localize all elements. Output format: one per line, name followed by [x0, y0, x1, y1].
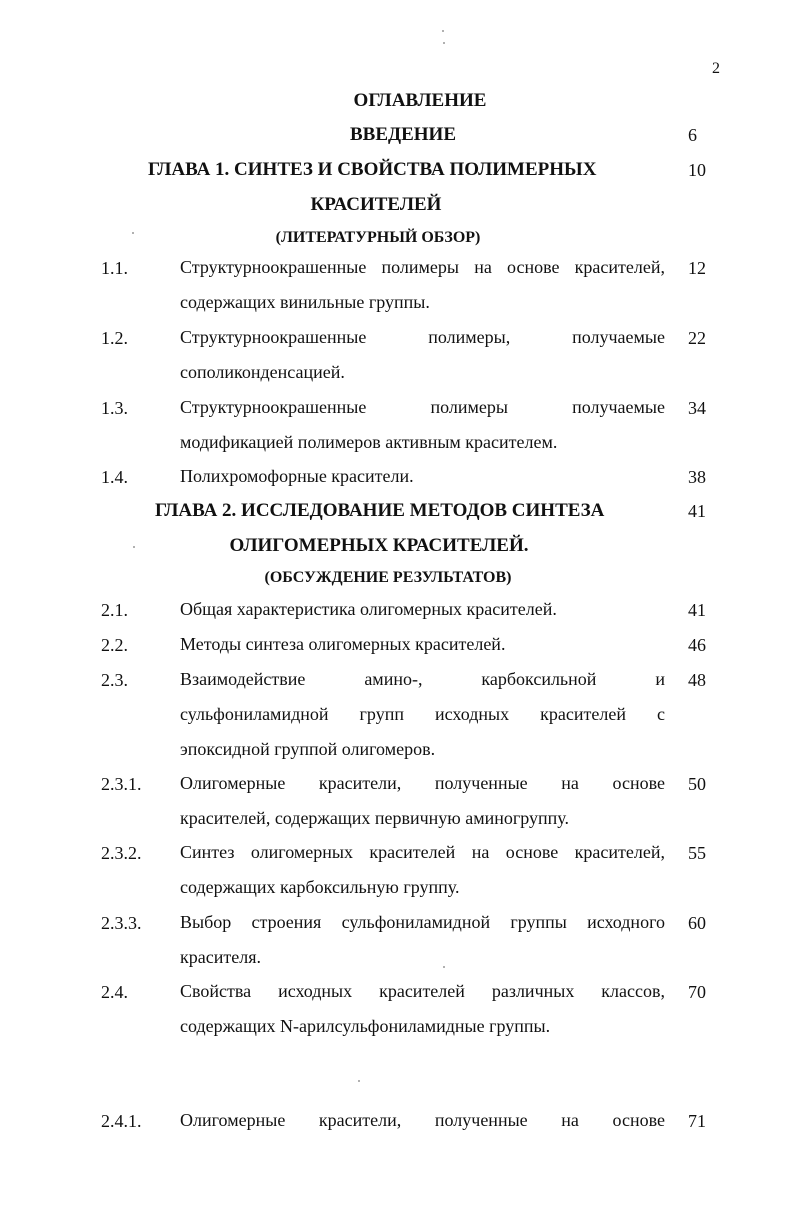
- section-number-2-3-3: 2.3.3.: [101, 913, 142, 933]
- chapter1-page: 10: [688, 160, 706, 180]
- scan-speck: [443, 966, 445, 968]
- section-title-2-3-3: Выбор строения сульфониламидной группы исходного красителя.: [180, 912, 665, 967]
- section-number-1-3: 1.3.: [101, 398, 128, 418]
- chapter2-subtitle: (ОБСУЖДЕНИЕ РЕЗУЛЬТАТОВ): [264, 569, 512, 586]
- section-page-2-4: 70: [688, 982, 706, 1002]
- section-number-2-3-2: 2.3.2.: [101, 843, 142, 863]
- section-title-2-3: Взаимодействие амино-, карбоксильной и сульфониламидной групп исходных красителей с эпоксидной группой олигомеров.: [180, 669, 665, 759]
- section-page-2-3-1: 50: [688, 774, 706, 794]
- section-number-2-4: 2.4.: [101, 982, 128, 1002]
- section-page-1-2: 22: [688, 328, 706, 348]
- scan-speck: [358, 1080, 360, 1082]
- section-number-1-1: 1.1.: [101, 258, 128, 278]
- section-title-1-4: Полихромофорные красители.: [180, 466, 414, 486]
- section-title-1-1: Структурноокрашенные полимеры на основе красителей, содержащих винильные группы.: [180, 257, 665, 312]
- section-number-2-1: 2.1.: [101, 600, 128, 620]
- section-title-2-3-2: Синтез олигомерных красителей на основе красителей, содержащих карбоксильную группу.: [180, 842, 665, 897]
- section-number-2-4-1: 2.4.1.: [101, 1111, 142, 1131]
- section-title-2-2: Методы синтеза олигомерных красителей.: [180, 634, 506, 654]
- scan-speck: [443, 42, 445, 44]
- section-page-2-4-1: 71: [688, 1111, 706, 1131]
- section-number-1-2: 1.2.: [101, 328, 128, 348]
- intro-heading: ВВЕДЕНИЕ: [350, 124, 456, 145]
- section-number-2-3: 2.3.: [101, 670, 128, 690]
- section-number-2-3-1: 2.3.1.: [101, 774, 142, 794]
- chapter1-title-line1: ГЛАВА 1. СИНТЕЗ И СВОЙСТВА ПОЛИМЕРНЫХ: [148, 159, 597, 180]
- section-page-2-1: 41: [688, 600, 706, 620]
- scan-speck: [442, 30, 444, 32]
- toc-title: ОГЛАВЛЕНИЕ: [353, 90, 487, 111]
- section-page-2-3-3: 60: [688, 913, 706, 933]
- section-title-1-3: Структурноокрашенные полимеры получаемые модификацией полимеров активным красителем.: [180, 397, 665, 452]
- chapter2-title-line2: ОЛИГОМЕРНЫХ КРАСИТЕЛЕЙ.: [229, 535, 529, 556]
- chapter2-page: 41: [688, 501, 706, 521]
- section-title-2-3-1: Олигомерные красители, полученные на основе красителей, содержащих первичную аминогруппу.: [180, 773, 665, 828]
- section-title-2-1: Общая характеристика олигомерных красителей.: [180, 599, 557, 619]
- section-page-1-4: 38: [688, 467, 706, 487]
- section-title-2-4: Свойства исходных красителей различных классов, содержащих N-арилсульфониламидные группы.: [180, 981, 665, 1036]
- chapter1-subtitle: (ЛИТЕРАТУРНЫЙ ОБЗОР): [275, 229, 481, 246]
- section-page-1-3: 34: [688, 398, 706, 418]
- scan-speck: [132, 232, 134, 234]
- section-page-2-3-2: 55: [688, 843, 706, 863]
- section-page-1-1: 12: [688, 258, 706, 278]
- section-title-2-4-1: Олигомерные красители, полученные на основе: [180, 1110, 665, 1130]
- intro-page: 6: [688, 125, 697, 145]
- section-page-2-3: 48: [688, 670, 706, 690]
- section-title-1-2: Структурноокрашенные полимеры, получаемые сополиконденсацией.: [180, 327, 665, 382]
- chapter2-title-line1: ГЛАВА 2. ИССЛЕДОВАНИЕ МЕТОДОВ СИНТЕЗА: [155, 500, 605, 521]
- section-page-2-2: 46: [688, 635, 706, 655]
- page-number: 2: [712, 60, 720, 77]
- scan-speck: [133, 546, 135, 548]
- chapter1-title-line2: КРАСИТЕЛЕЙ: [310, 194, 442, 215]
- section-number-1-4: 1.4.: [101, 467, 128, 487]
- section-number-2-2: 2.2.: [101, 635, 128, 655]
